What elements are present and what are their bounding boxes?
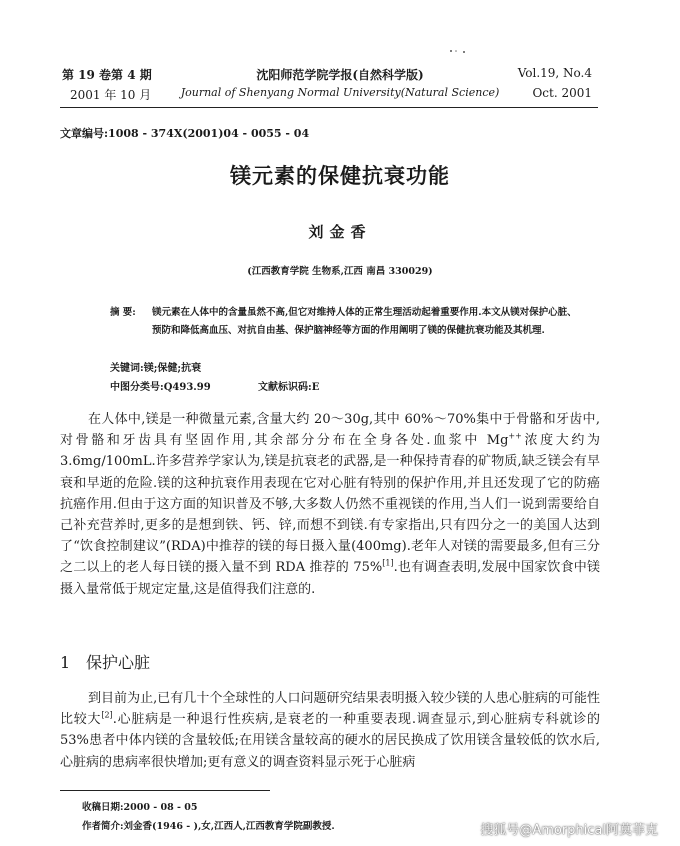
clc-number: 中图分类号:Q493.99: [110, 382, 211, 393]
journal-name-cn: 沈阳师范学院学报(自然科学版): [256, 68, 424, 82]
date-en: Oct. 2001: [532, 86, 592, 100]
section-number: 1: [60, 653, 71, 672]
volume-issue-cn: 第 19 卷第 4 期: [62, 68, 152, 82]
abstract-text: 镁元素在人体中的含量虽然不高,但它对维持人体的正常生理活动起着重要作用.本文从镁对保护心脏、预防和降低高血压、对抗自由基、保护脑神经等方面的作用阐明了镁的保健抗衰功能及其机理.: [152, 307, 577, 336]
section-text-1: 到目前为止,已有几十个全球性的人口问题研究结果表明摄入较少镁的人患心脏病的可能性比较大: [60, 691, 600, 728]
footnote-rule: [60, 790, 270, 791]
section-text-2: .心脏病是一种退行性疾病,是衰老的一种重要表现.调查显示,到心脏病专科就诊的 53%患者中体内镁的含量较低;在用镁含量较高的硬水的居民换成了饮用镁含量较低的饮水后,心脏病的患病率很快增加;更有意义的调查资料显示死于心脏病: [60, 712, 600, 770]
mg-superscript: ++: [508, 431, 522, 441]
date-cn: 2001 年 10 月: [70, 88, 152, 102]
abstract: [110, 304, 582, 339]
section-heading: [60, 650, 150, 673]
watermark: 搜狐号@Amorphical阿莫菲克: [480, 823, 658, 838]
author-bio: 作者简介:刘金香(1946 - ),女,江西人,江西教育学院副教授.: [82, 821, 335, 832]
author-affiliation: (江西教育学院 生物系,江西 南昌 330029): [247, 266, 433, 277]
received-date: 收稿日期:2000 - 08 - 05: [82, 802, 198, 813]
intro-text-2: 浓度大约为 3.6mg/100mL.许多营养学家认为,镁是抗衰老的武器,是一种保持青春的矿物质,缺乏镁会有早衰和早逝的危险.镁的这种抗衰作用表现在它对心脏有特别的保护作用,并且还发现了它的防癌抗癌作用.但由于这方面的知识普及不够,大多数人仍然不重视镁的作用,当人们一说到需要给自己补充营养时,更多的是想到铁、钙、锌,而想不到镁.有专家指出,只有四分之一的美国人达到了“饮食控制建议”(RDA)中推荐的镁的每日摄入量(400mg).老年人对镁的需要最多,但有三分之二以上的老人每日镁的摄入量不到 RDA 推荐的 75%: [60, 433, 600, 576]
scan-speck-mark: [448, 48, 468, 54]
intro-text-1: 在人体中,镁是一种微量元素,含量大约 20～30g,其中 60%～70%集中于骨骼和牙齿中,对骨骼和牙齿具有坚固作用,其余部分分布在全身各处.血浆中 Mg: [60, 412, 600, 449]
citation-2: [2]: [101, 710, 113, 720]
section-title: 保护心脏: [86, 653, 151, 672]
document-code: 文献标识码:E: [258, 382, 320, 393]
author-name: 刘金香: [308, 223, 372, 241]
header-rule: [60, 107, 598, 108]
intro-text-3: .也有调查表明,发展中国家饮食中镁摄入量常低于规定定量,这是值得我们注意的.: [60, 560, 600, 597]
section-paragraph: [60, 688, 600, 773]
abstract-label: 摘 要:: [110, 307, 136, 318]
citation-1: [1]: [382, 559, 394, 569]
article-number: 文章编号:1008 - 374X(2001)04 - 0055 - 04: [60, 127, 310, 140]
intro-paragraph: [60, 409, 600, 600]
article-title: 镁元素的保健抗衰功能: [230, 163, 450, 188]
volume-issue-en: Vol.19, No.4: [517, 66, 592, 80]
journal-name-en: Journal of Shenyang Normal University(Natural Science): [180, 86, 500, 99]
keywords: 关键词:镁;保健;抗衰: [110, 363, 202, 374]
